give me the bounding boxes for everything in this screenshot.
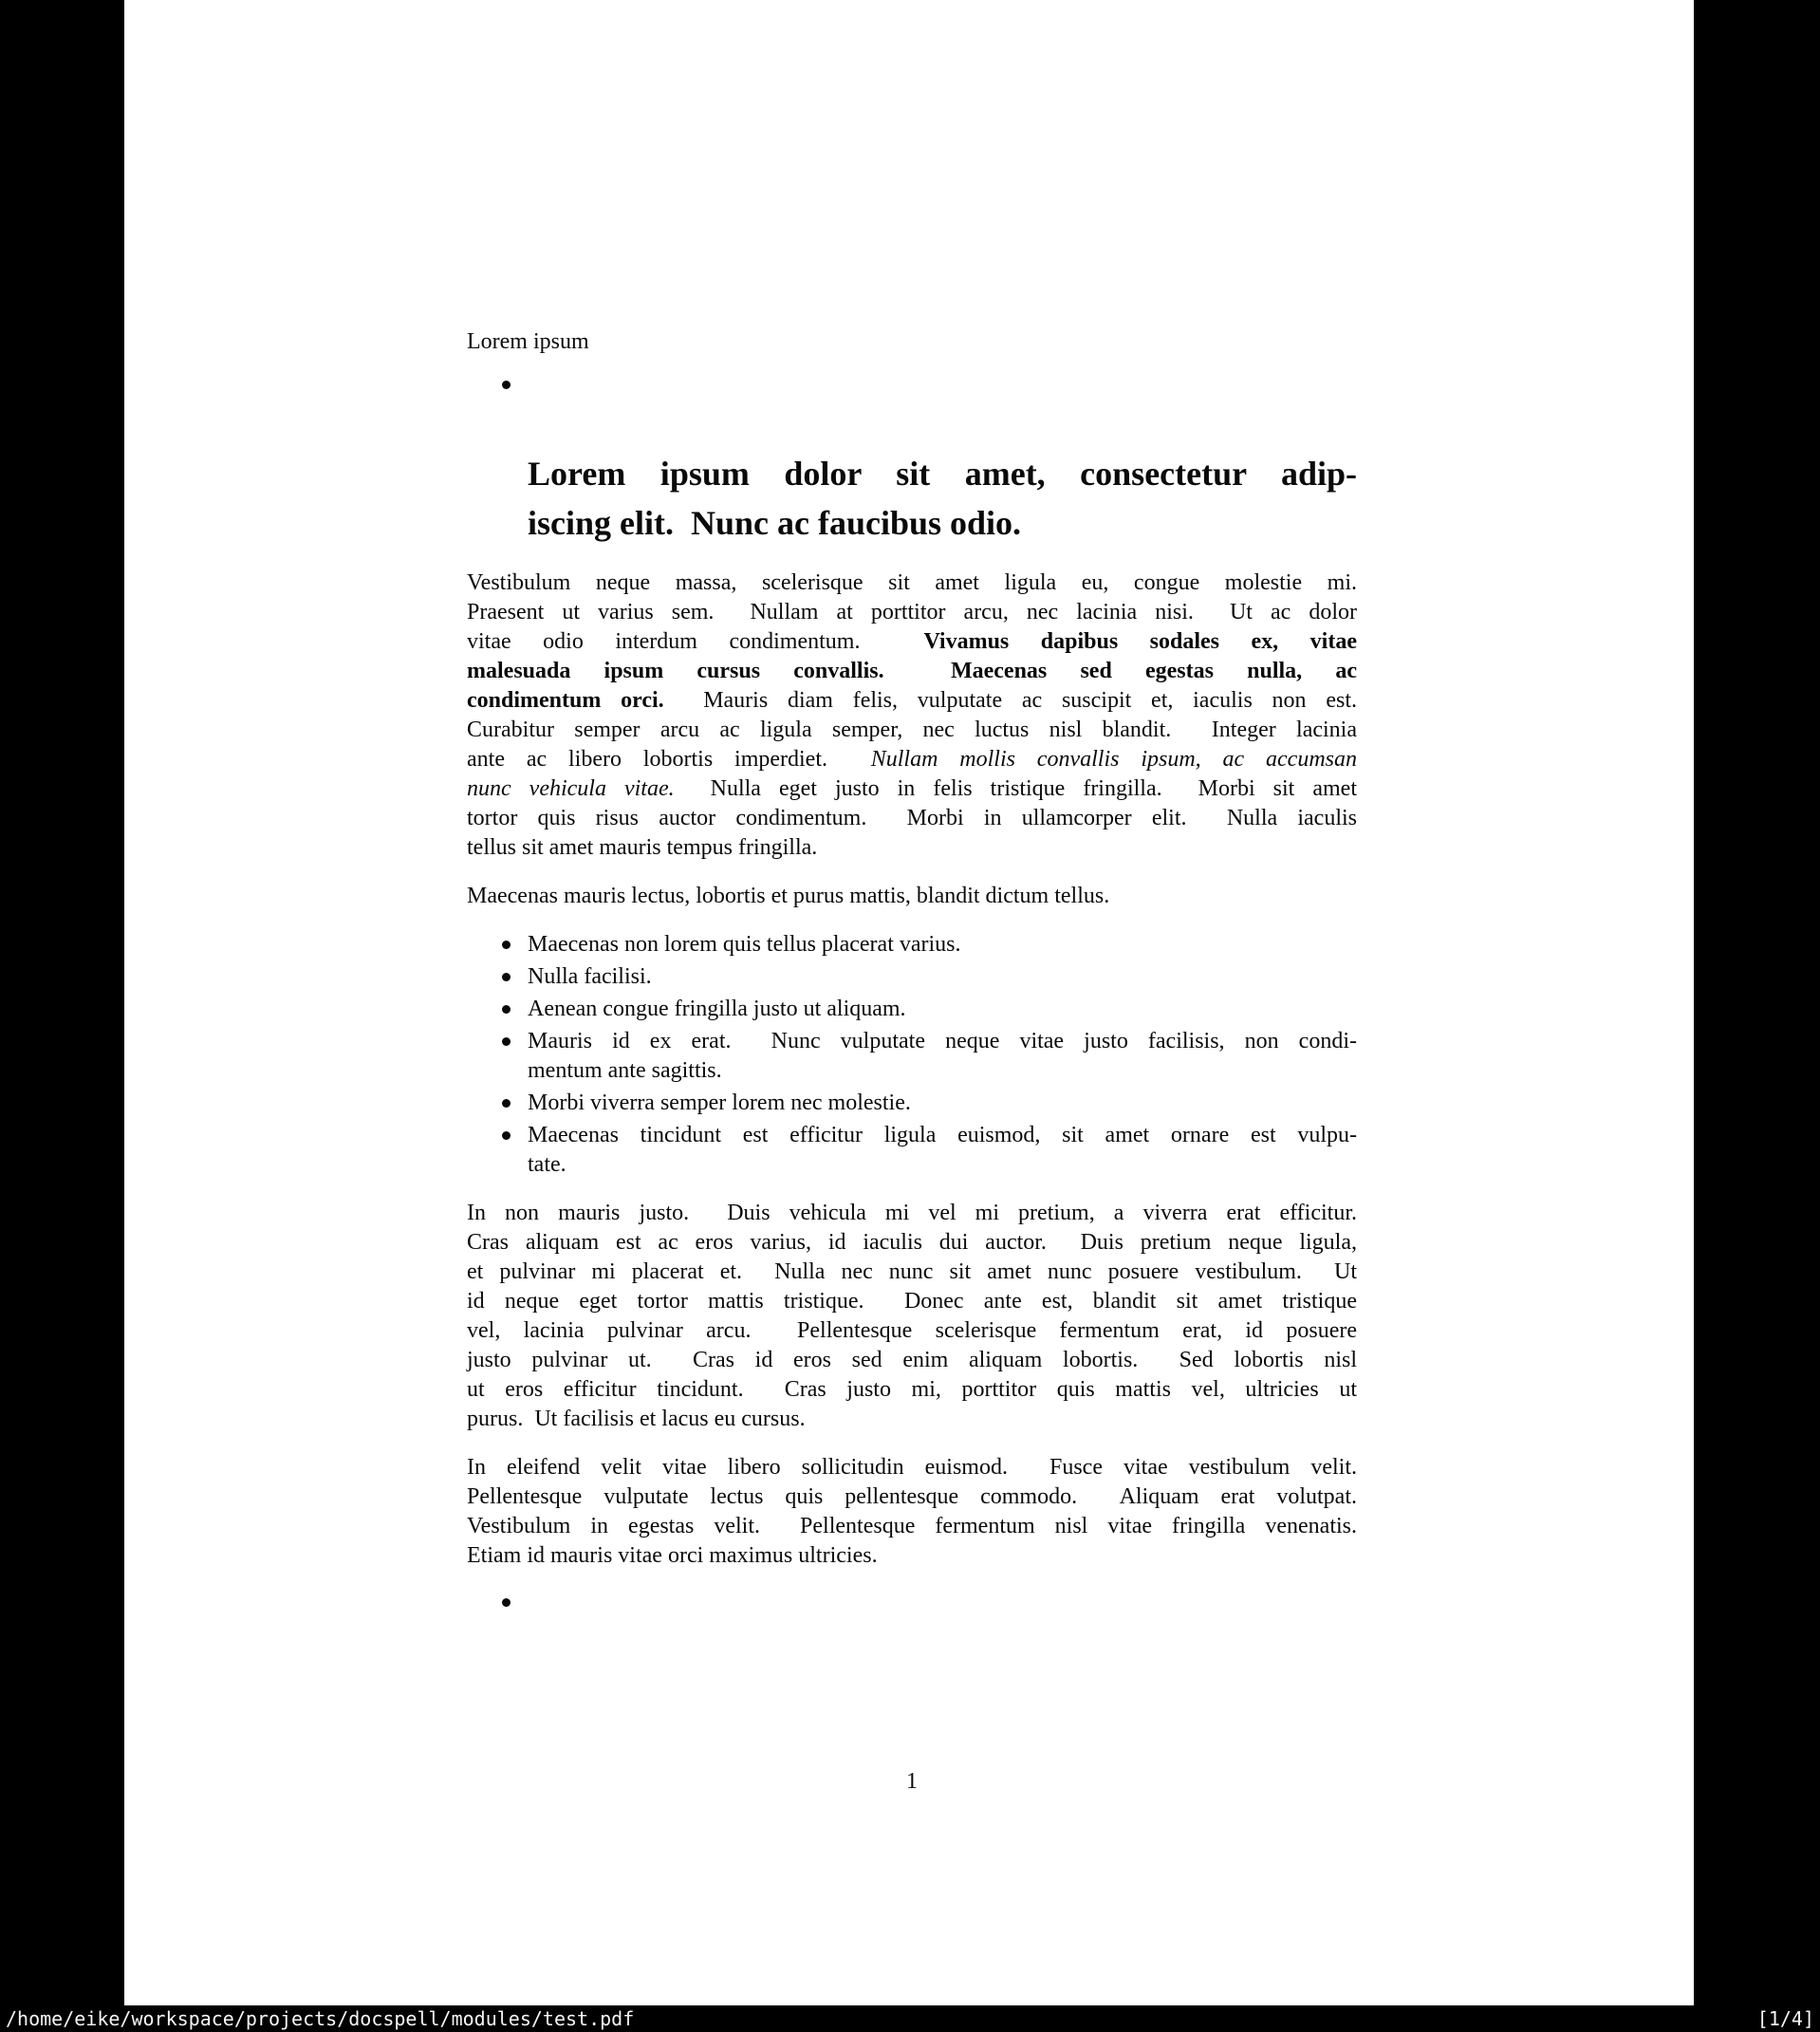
text-line: Pellentesque vulputate lectus quis pellentesque commodo. Aliquam erat volutpat.	[467, 1484, 1357, 1509]
text-line: vitae odio interdum condimentum. Vivamus dapibus sodales ex, vitae	[467, 629, 1357, 654]
file-path-text: /home/eike/workspace/projects/docspell/modules/test.pdf	[6, 2007, 635, 2030]
text-line: Morbi viverra semper lorem nec molestie.	[528, 1091, 911, 1115]
bullet-icon	[502, 1099, 511, 1108]
text-line: purus. Ut facilisis et lacus eu cursus.	[467, 1407, 806, 1431]
text-line: Curabitur semper arcu ac ligula semper, nec luctus nisl blandit. Integer lacinia	[467, 718, 1357, 742]
text-line: In non mauris justo. Duis vehicula mi vel mi pretium, a viverra erat efficitur.	[467, 1201, 1357, 1225]
page-number: 1	[906, 1769, 918, 1794]
text-line: ante ac libero lobortis imperdiet. Nullam mollis convallis ipsum, ac accumsan	[467, 747, 1358, 772]
list-item	[467, 995, 1357, 1024]
bullet-icon	[502, 1598, 511, 1607]
text-line: Maecenas mauris lectus, lobortis et purus mattis, blandit dictum tellus.	[467, 884, 1110, 908]
text-line: tortor quis risus auctor condimentum. Morbi in ullamcorper elit. Nulla iaculis	[467, 806, 1357, 830]
bullet-list	[467, 930, 1357, 1180]
bullet-icon	[502, 941, 511, 949]
list-item	[467, 930, 1357, 960]
text-line: Maecenas tincidunt est efficitur ligula euismod, sit amet ornare est vulpu-	[528, 1123, 1357, 1147]
text-line: vel, lacinia pulvinar arcu. Pellentesque scelerisque fermentum erat, id posuere	[467, 1318, 1357, 1343]
text-line: Vestibulum neque massa, scelerisque sit amet ligula eu, congue molestie mi.	[467, 570, 1357, 595]
pdf-page[interactable]	[124, 0, 1694, 2007]
list-item	[467, 1027, 1357, 1086]
text-line: malesuada ipsum cursus convallis. Maecenas sed egestas nulla, ac	[467, 659, 1357, 683]
text-line: Mauris id ex erat. Nunc vulputate neque vitae justo facilisis, non condi-	[528, 1029, 1357, 1053]
bullet-icon	[502, 381, 511, 389]
list-item	[467, 962, 1357, 992]
text-line: justo pulvinar ut. Cras id eros sed enim aliquam lobortis. Sed lobortis nisl	[467, 1348, 1357, 1372]
text-line: Aenean congue fringilla justo ut aliquam.	[528, 997, 906, 1021]
section-heading	[528, 449, 1357, 548]
empty-list-item	[467, 370, 1357, 400]
list-item	[467, 1089, 1357, 1118]
text-block	[467, 0, 1357, 1617]
text-line: Praesent ut varius sem. Nullam at porttitor arcu, nec lacinia nisi. Ut ac dolor	[467, 600, 1357, 625]
paragraph	[467, 882, 1357, 911]
page-indicator: [1/4]	[1756, 2007, 1814, 2030]
text-line: tate.	[528, 1152, 566, 1177]
bullet-icon	[502, 1131, 511, 1140]
text-line: Lorem ipsum dolor sit amet, consectetur adip-	[528, 455, 1357, 493]
paragraph	[467, 1453, 1357, 1571]
text-line: tellus sit amet mauris tempus fringilla.	[467, 835, 818, 860]
text-line: Cras aliquam est ac eros varius, id iaculis dui auctor. Duis pretium neque ligula,	[467, 1230, 1357, 1255]
list-item	[467, 1121, 1357, 1180]
empty-list-item	[467, 1588, 1357, 1617]
bullet-icon	[502, 973, 511, 981]
text-line: nunc vehicula vitae. Nulla eget justo in felis tristique fringilla. Morbi sit amet	[467, 776, 1357, 801]
text-line: mentum ante sagittis.	[528, 1058, 722, 1083]
text-line: Vestibulum in egestas velit. Pellentesque fermentum nisl vitae fringilla venenatis.	[467, 1514, 1357, 1538]
status-bar	[0, 2005, 1820, 2032]
doc-intro-text: Lorem ipsum	[467, 329, 589, 354]
text-line: In eleifend velit vitae libero sollicitudin euismod. Fusce vitae vestibulum velit.	[467, 1455, 1357, 1480]
text-line: condimentum orci. Mauris diam felis, vulputate ac suscipit et, iaculis non est.	[467, 688, 1357, 713]
text-line: Nulla facilisi.	[528, 964, 652, 989]
bullet-icon	[502, 1005, 511, 1014]
text-line: Maecenas non lorem quis tellus placerat varius.	[528, 932, 961, 957]
paragraph	[467, 569, 1357, 863]
text-line: Etiam id mauris vitae orci maximus ultricies.	[467, 1543, 878, 1568]
paragraph	[467, 1199, 1357, 1434]
text-line: iscing elit. Nunc ac faucibus odio.	[528, 504, 1022, 542]
text-line: id neque eget tortor mattis tristique. Donec ante est, blandit sit amet tristique	[467, 1289, 1357, 1314]
text-line: et pulvinar mi placerat et. Nulla nec nunc sit amet nunc posuere vestibulum. Ut	[467, 1259, 1357, 1284]
bullet-icon	[502, 1037, 511, 1046]
text-line: ut eros efficitur tincidunt. Cras justo mi, porttitor quis mattis vel, ultricies ut	[467, 1377, 1357, 1402]
